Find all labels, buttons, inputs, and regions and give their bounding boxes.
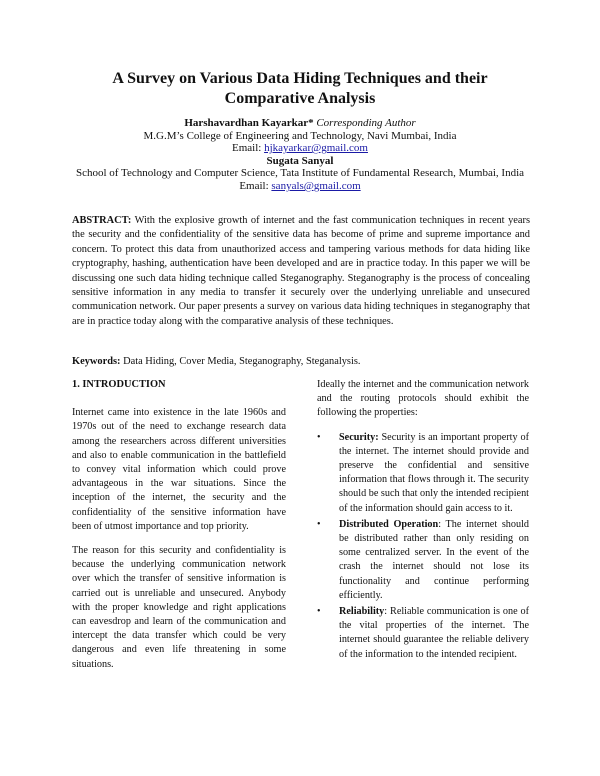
author2-email-label: Email: [239, 179, 269, 192]
author-block [40, 117, 560, 193]
title-line-2: Comparative Analysis [224, 90, 376, 107]
bullet-icon: • [317, 518, 321, 530]
left-column [72, 378, 286, 682]
list-item-text: : The internet should be distributed rather than only residing on some centralized server. In the event of the crash the internet should not lose its functionality and continue performing efficiently. [339, 518, 529, 601]
paper-title [60, 69, 540, 109]
section-heading-introduction: 1. INTRODUCTION [72, 379, 166, 390]
intro-paragraph-2: The reason for this security and confidentiality is because the underlying communication network over which the transfer of sensitive information is carried out is unreliable and unsecured. Anybody with the proper knowledge and right applications can eavesdrop and learn of the communication and intercept the data transfer which could be very dangerous and even life threatening in some situations. [72, 545, 286, 670]
properties-intro: Ideally the internet and the communication network and the routing protocols should exhibit the following the properties: [317, 379, 529, 419]
author2-name: Sugata Sanyal [266, 154, 334, 167]
author1-name: Harshavardhan Kayarkar* [184, 117, 314, 129]
right-column [317, 378, 529, 664]
intro-paragraph-1: Internet came into existence in the late 1960s and 1970s out of the need to exchange research data among the researchers across different universities and also to enable communication in the battlefield to convey vital information which could prove advantageous in the war situations. Since the inception of the internet, the security and the confidentiality of the sensitive information have been of utmost importance and top priority. [72, 407, 286, 532]
author1-affiliation: M.G.M’s College of Engineering and Technology, Navi Mumbai, India [143, 129, 457, 142]
list-item-term: Reliability [339, 606, 385, 618]
keywords [72, 355, 530, 369]
author2-email-line [40, 180, 560, 193]
list-item-term: Distributed Operation [339, 518, 439, 530]
list-item-security [317, 431, 529, 516]
author2-email-link[interactable]: sanyals@gmail.com [271, 179, 361, 192]
author1-line [40, 117, 560, 130]
bullet-icon: • [317, 431, 321, 443]
author1-email-line [40, 142, 560, 155]
list-item-text: : Reliable communication is one of the vital properties of the internet. The internet should guarantee the reliable delivery of the information to the intended recipient. [339, 606, 529, 660]
properties-list [317, 431, 529, 662]
title-line-1: A Survey on Various Data Hiding Techniques and their [112, 70, 488, 87]
keywords-text: Data Hiding, Cover Media, Steganography, Steganalysis. [123, 356, 361, 367]
author1-email-label: Email: [232, 142, 262, 155]
author1-email-link[interactable]: hjkayarkar@gmail.com [264, 142, 368, 155]
list-item-distributed-operation [317, 518, 529, 603]
list-item-text: Security is an important property of the internet. The internet should provide and preserve the confidential and sensitive information that flows through it. The security should be such that only the intended recipient of the information should gain access to it. [339, 431, 529, 514]
abstract-text: With the explosive growth of internet and the fast communication techniques in recent years the security and the confidentiality of the sensitive data has become of prime and supreme importance and concern. To protect this data from unauthorized access and tampering various methods for data hiding like cryptography, hashing, authentication have been developed and are in practice today. In this paper we will be discussing one such data hiding technique called Steganography. Steganography is the process of concealing sensitive information in any media to transfer it securely over the underlying unreliable and unsecured communication network. Our paper presents a survey on various data hiding techniques in steganography that are in practice today along with the comparative analysis of these techniques. [72, 215, 530, 327]
list-item-reliability [317, 605, 529, 662]
author2-affiliation: School of Technology and Computer Science, Tata Institute of Fundamental Research, Mumbai, India [75, 167, 525, 180]
bullet-icon: • [317, 606, 321, 618]
list-item-term: Security: [339, 431, 379, 443]
abstract-label: ABSTRACT: [72, 215, 132, 226]
keywords-label: Keywords: [72, 356, 121, 367]
abstract [72, 214, 530, 329]
author1-role: Corresponding Author [316, 117, 416, 129]
